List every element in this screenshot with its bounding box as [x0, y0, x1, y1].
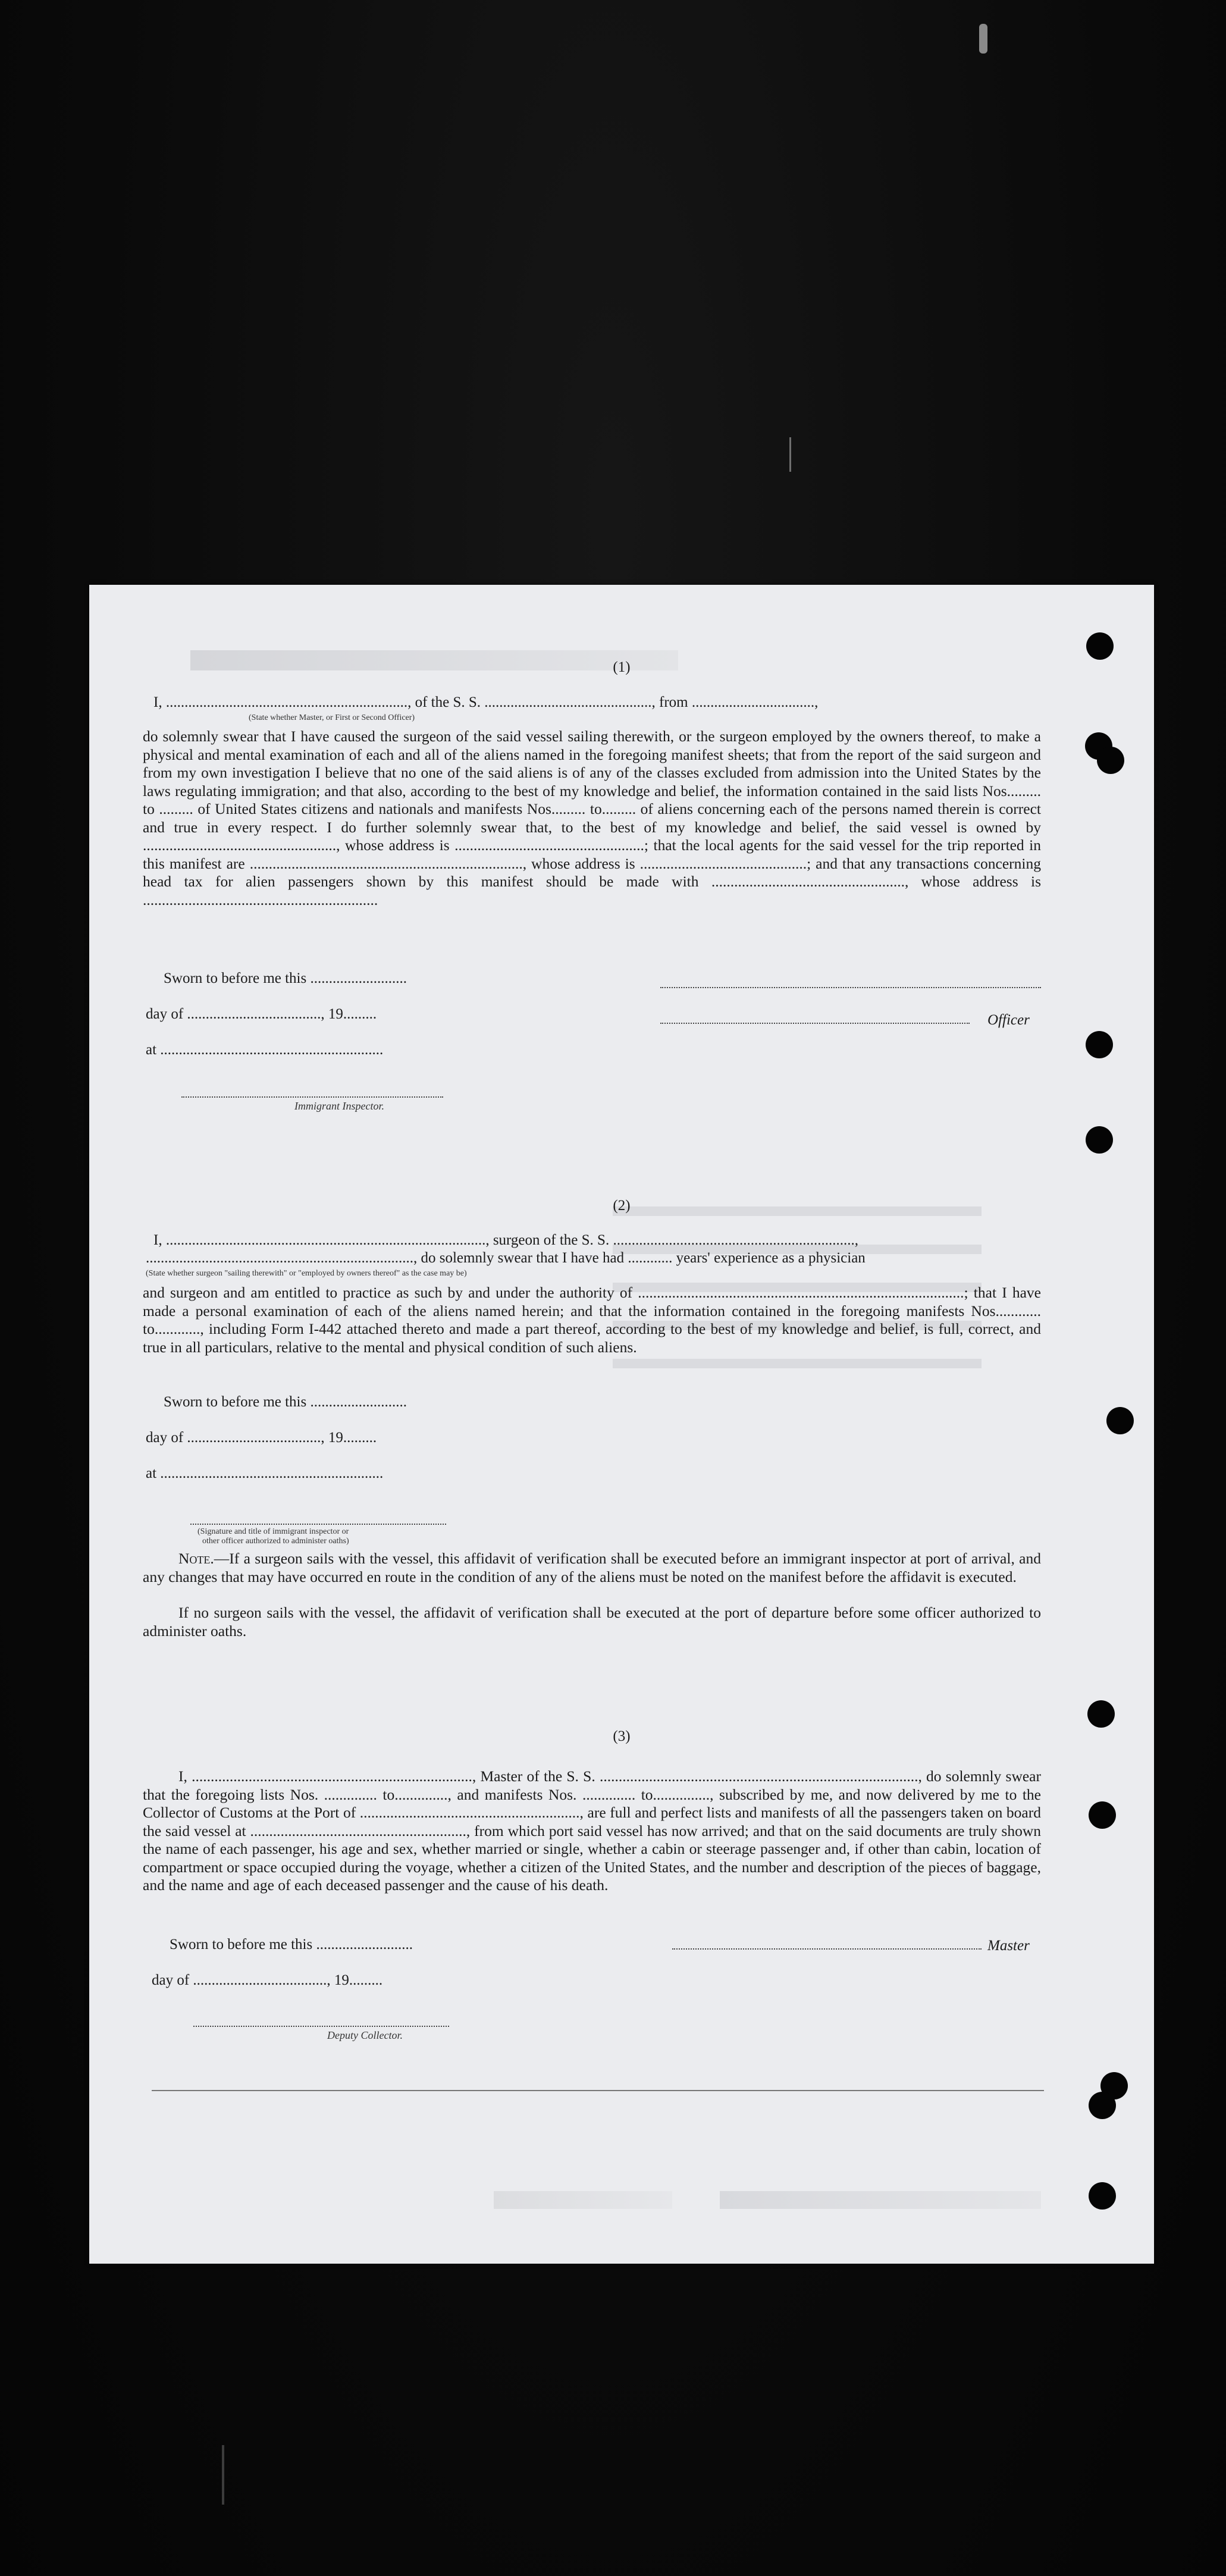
- section-3-sworn: Sworn to before me this ..........................: [170, 1936, 413, 1953]
- section-2-note-2: If no surgeon sails with the vessel, the affidavit of verification shall be executed at the port of departure before some officer authorized to administer oaths.: [143, 1604, 1041, 1640]
- master-signature-line: [672, 1948, 982, 1950]
- signature-caption-1: (Signature and title of immigrant inspector or: [197, 1527, 349, 1536]
- section-3-number: (3): [613, 1728, 631, 1744]
- punch-hole: [1087, 1700, 1115, 1728]
- section-1-sworn: Sworn to before me this ..........................: [164, 970, 407, 986]
- collector-signature-line: [193, 2026, 449, 2027]
- section-2-day: day of ...................................., 19.........: [146, 1430, 377, 1446]
- collector-label: Deputy Collector.: [327, 2029, 403, 2041]
- punch-hole: [1106, 1407, 1134, 1434]
- film-scratch: [979, 24, 987, 54]
- film-scratch: [222, 2445, 224, 2505]
- note-label: Note.: [178, 1550, 214, 1567]
- inspector-signature-line: [181, 1096, 443, 1098]
- section-1-at: at ............................................................: [146, 1042, 384, 1058]
- punch-hole: [1089, 1801, 1116, 1829]
- officer-name-line: [660, 1023, 970, 1024]
- punch-hole: [1089, 2182, 1116, 2210]
- note-text-1: —If a surgeon sails with the vessel, this affidavit of verification shall be executed before an immigrant inspector at port of arrival, and any changes that may have occurred en route in the condition of any of the aliens must be noted on the manifest before the affidavit is executed.: [143, 1550, 1041, 1585]
- punch-hole: [1086, 1126, 1113, 1154]
- section-2-number: (2): [613, 1198, 631, 1214]
- signature-line: [190, 1524, 446, 1525]
- punch-hole: [1086, 1031, 1113, 1058]
- section-2-at: at ............................................................: [146, 1465, 384, 1481]
- section-2-oath: and surgeon and am entitled to practice as such by and under the authority of ......................................................................................; that I have made a personal examination of each of the aliens named herein; and that the information contained in the foregoing manifests Nos............ to............, including Form I-442 attached thereto and made a part thereof, according to the best of my knowledge and belief, is full, correct, and true in all particulars, relative to the mental and physical condition of such aliens.: [143, 1284, 1041, 1356]
- inspector-label: Immigrant Inspector.: [294, 1100, 384, 1112]
- section-2-sworn: Sworn to before me this ..........................: [164, 1394, 407, 1410]
- officer-signature-line: [660, 987, 1041, 988]
- signature-caption-2: other officer authorized to administer oaths): [202, 1537, 349, 1546]
- punch-hole: [1086, 632, 1114, 660]
- section-2-second-line: ........................................................................, do solemnly swear that I have had ............ years' experience as a physician: [146, 1250, 866, 1266]
- bleed-through: [494, 2191, 672, 2209]
- officer-caption: (State whether Master, or First or Second Officer): [249, 713, 415, 722]
- punch-hole: [1089, 2092, 1116, 2119]
- section-3-oath: I, .........................................................................., Master of the S. S. ...................................................................................., do solemnly swear that the foregoing lists Nos. .............. to.............., and manifests Nos. .............. to..............., subscribed by me, and now delivered by me to the Collector of Customs at the Port of .........................................................., are full and perfect lists and manifests of all the passengers taken on board the said vessel at ........................................................., from which port said vessel has now arrived; and that on the said documents are truly shown the name of each passenger, his age and sex, whether married or single, whether a cabin or steerage passenger and, if other than cabin, location of compartment or space occupied during the voyage, whether a citizen of the United States, and the number and description of the pieces of baggage, and the name and age of each deceased passenger and the cause of his death.: [143, 1768, 1041, 1894]
- section-1-number: (1): [613, 659, 631, 675]
- section-1-oath: do solemnly swear that I have caused the surgeon of the said vessel sailing therewith, or the surgeon employed by the owners thereof, to make a physical and mental examination of each and all of the aliens named in the foregoing manifest sheets; that from the report of the said surgeon and from my own investigation I believe that no one of the said aliens is of any of the classes excluded from admission into the United States by the laws regulating immigration; and that also, according to the best of my knowledge and belief, the information contained in the said lists Nos......... to ......... of United States citizens and nationals and manifests Nos......... to......... of aliens concerning each of the persons named therein is correct and true in every respect. I do further solemnly swear that, to the best of my knowledge and belief, the said vessel is owned by ..................................................., whose address is ..................................................; that the local agents for the said vessel for the trip reported in this manifest are ........................................................................, whose address is ............................................; and that any transactions concerning head tax for alien passengers shown by this manifest should be made with ..................................................., whose address is ..............................................................: [143, 728, 1041, 908]
- master-label: Master: [987, 1938, 1030, 1954]
- film-scratch: [789, 437, 791, 472]
- officer-label: Officer: [987, 1012, 1030, 1028]
- surgeon-caption: (State whether surgeon "sailing therewith" or "employed by owners thereof" as the case may be): [146, 1269, 467, 1278]
- section-3-day: day of ...................................., 19.........: [152, 1972, 383, 1988]
- section-1-day: day of ...................................., 19.........: [146, 1006, 377, 1022]
- punch-hole: [1097, 747, 1124, 774]
- section-2-note: [143, 1550, 1041, 1586]
- page-bottom-rule: [152, 2090, 1044, 2091]
- section-2-first-line: I, ......................................................................................, surgeon of the S. S. .................................................................,: [153, 1232, 858, 1248]
- section-1-first-line: I, ................................................................., of the S. S. ............................................., from .................................,: [153, 694, 819, 710]
- document-page: [89, 585, 1154, 2264]
- bleed-through: [720, 2191, 1041, 2209]
